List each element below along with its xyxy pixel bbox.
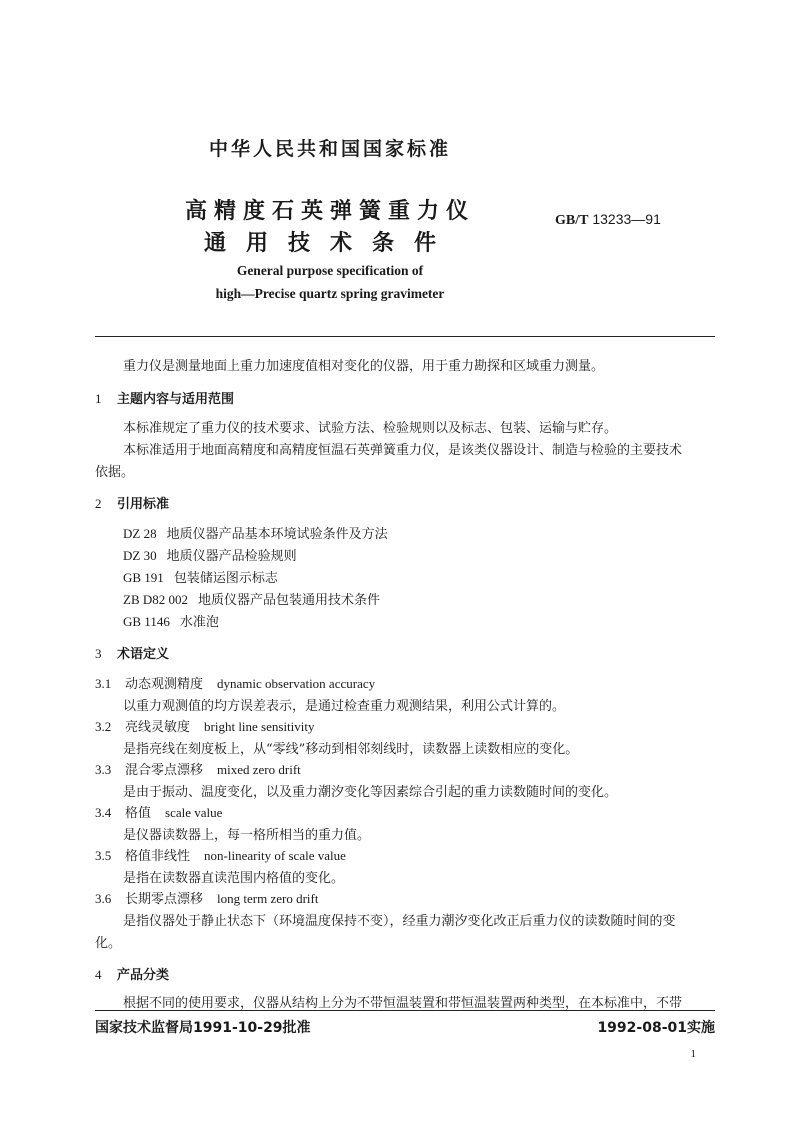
reference-code: DZ 30: [123, 548, 157, 563]
section-2-heading: [95, 493, 169, 512]
reference-code: GB 191: [123, 570, 164, 585]
term-name: 格值: [125, 806, 152, 821]
term-definition: 是指亮线在刻度板上，从“零线”移动到相邻刻线时，读数器上读数相应的变化。: [123, 742, 579, 757]
term-definition: 是仪器读数器上，每一格所相当的重力值。: [123, 828, 371, 843]
term-name: 长期零点漂移: [125, 892, 204, 907]
term-english: bright line sensitivity: [204, 719, 315, 734]
term-english: long term zero drift: [217, 891, 319, 906]
term-definition: 是由于振动、温度变化，以及重力潮汐变化等因素综合引起的重力读数随时间的变化。: [123, 785, 618, 800]
standard-code: 13233—91: [592, 211, 661, 227]
section-title: 术语定义: [117, 647, 170, 662]
term-entry: [95, 888, 318, 907]
reference-item: [123, 611, 219, 630]
section-1-para2-line2: 依据。: [95, 465, 135, 480]
english-title-line1: General purpose specification of: [236, 263, 424, 278]
section-1-heading: [95, 388, 234, 407]
english-title-line2: high—Precise quartz spring gravimeter: [215, 286, 445, 301]
reference-title: 地质仪器产品包装通用技术条件: [198, 593, 381, 608]
section-number: 1: [95, 391, 102, 406]
reference-item: [123, 567, 278, 586]
reference-item: [123, 545, 297, 564]
section-4-heading: [95, 964, 169, 983]
reference-title: 包装储运图示标志: [173, 571, 278, 586]
document-title-line1: 高精度石英弹簧重力仪: [184, 199, 475, 224]
term-entry: [95, 673, 375, 692]
term-english: non-linearity of scale value: [204, 848, 346, 863]
term-number: 3.6: [95, 891, 112, 906]
term-name: 混合零点漂移: [125, 763, 204, 778]
section-3-heading: [95, 643, 169, 662]
reference-item: [123, 523, 388, 542]
section-1-para1: 本标准规定了重力仪的技术要求、试验方法、检验规则以及标志、包装、运输与贮存。: [123, 421, 618, 436]
approval-info: 国家技术监督局1991-10-29批准: [95, 1020, 311, 1036]
term-definition-continued: 化。: [95, 936, 122, 951]
page-number: 1: [690, 1048, 696, 1060]
section-number: 4: [95, 967, 102, 982]
standard-number: [555, 211, 661, 229]
term-definition: 是指仪器处于静止状态下（环境温度保持不变），经重力潮汐变化改正后重力仪的读数随时间的变: [123, 914, 676, 929]
section-4-paragraph: 根据不同的使用要求，仪器从结构上分为不带恒温装置和带恒温装置两种类型，在本标准中，不带: [123, 996, 683, 1011]
reference-code: ZB D82 002: [123, 592, 188, 607]
term-number: 3.4: [95, 805, 112, 820]
section-title: 产品分类: [117, 968, 170, 983]
standard-prefix: GB/T: [555, 213, 589, 228]
term-name: 亮线灵敏度: [125, 720, 191, 735]
term-name: 动态观测精度: [125, 677, 204, 692]
reference-title: 地质仪器产品基本环境试验条件及方法: [166, 527, 388, 542]
term-number: 3.2: [95, 719, 112, 734]
term-entry: [95, 845, 346, 864]
reference-code: DZ 28: [123, 526, 157, 541]
footer-divider: [95, 1010, 715, 1011]
section-title: 主题内容与适用范围: [117, 392, 235, 407]
term-english: scale value: [165, 805, 223, 820]
term-number: 3.5: [95, 848, 112, 863]
term-english: dynamic observation accuracy: [217, 676, 376, 691]
term-number: 3.1: [95, 676, 112, 691]
section-number: 2: [95, 496, 102, 511]
national-standard-heading: 中华人民共和国国家标准: [208, 138, 451, 160]
term-definition: 是指在读数器直读范围内格值的变化。: [123, 871, 345, 886]
section-number: 3: [95, 646, 102, 661]
term-name: 格值非线性: [125, 849, 191, 864]
term-number: 3.3: [95, 762, 112, 777]
term-english: mixed zero drift: [217, 762, 301, 777]
section-1-para2-line1: 本标准适用于地面高精度和高精度恒温石英弹簧重力仪，是该类仪器设计、制造与检验的主要技术: [123, 443, 683, 458]
reference-code: GB 1146: [123, 614, 170, 629]
reference-title: 地质仪器产品检验规则: [166, 549, 297, 564]
term-definition: 以重力观测值的均方误差表示，是通过检查重力观测结果，利用公式计算的。: [123, 699, 566, 714]
reference-item: [123, 589, 380, 608]
term-entry: [95, 759, 301, 778]
header-divider: [95, 336, 715, 337]
reference-title: 水准泡: [179, 615, 219, 630]
term-entry: [95, 716, 315, 735]
section-title: 引用标准: [117, 497, 170, 512]
intro-paragraph: 重力仪是测量地面上重力加速度值相对变化的仪器，用于重力勘探和区域重力测量。: [123, 359, 605, 374]
document-title-line2: 通用技术条件: [203, 231, 456, 256]
term-entry: [95, 802, 222, 821]
effective-date: 1992-08-01实施: [597, 1020, 715, 1036]
